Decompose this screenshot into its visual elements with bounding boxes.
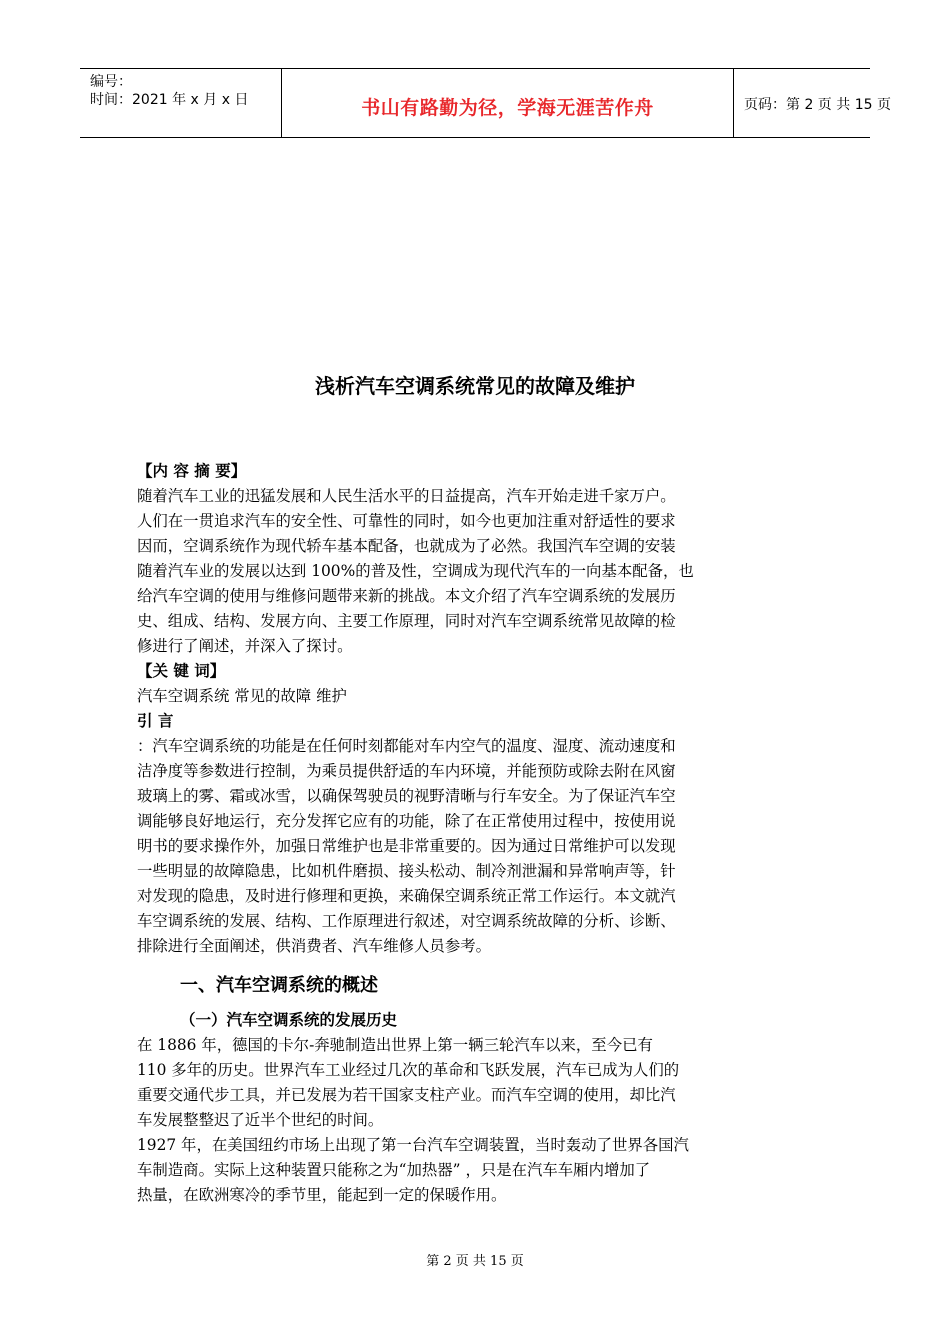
- paragraph-line: 车发展整整迟了近半个世纪的时间。: [137, 1111, 384, 1129]
- paragraph-line: 110 多年的历史。世界汽车工业经过几次的革命和飞跃发展，汽车已成为人们的: [137, 1061, 680, 1079]
- intro-line: 对发现的隐患，及时进行修理和更换，来确保空调系统正常工作运行。本文就汽: [137, 887, 676, 905]
- paragraph-line: 热量，在欧洲寒冷的季节里，能起到一定的保暖作用。: [137, 1186, 507, 1204]
- intro-line: 洁净度等参数进行控制，为乘员提供舒适的车内环境，并能预防或除去附在风窗: [137, 762, 676, 780]
- header-motto-cell: [282, 69, 734, 137]
- paragraph-line: 车制造商。实际上这种装置只能称之为“加热器” ，只是在汽车车厢内增加了: [137, 1161, 651, 1179]
- keywords-heading: 【关 键 词】: [137, 662, 226, 680]
- abstract-line: 修进行了阐述，并深入了探讨。: [137, 637, 353, 655]
- intro-line: 明书的要求操作外，加强日常维护也是非常重要的。因为通过日常维护可以发现: [137, 837, 676, 855]
- page-footer: 第 2 页 共 15 页: [426, 1254, 524, 1269]
- intro-heading: 引 言: [137, 712, 174, 730]
- intro-line: 车空调系统的发展、结构、工作原理进行叙述，对空调系统故障的分析、诊断、: [137, 912, 676, 930]
- paragraph-line: 重要交通代步工具，并已发展为若干国家支柱产业。而汽车空调的使用，却比汽: [137, 1086, 676, 1104]
- intro-line: ：汽车空调系统的功能是在任何时刻都能对车内空气的温度、湿度、流动速度和: [137, 737, 676, 755]
- paragraph-line: 在 1886 年，德国的卡尔-奔驰制造出世界上第一辆三轮汽车以来，至今已有: [137, 1036, 653, 1054]
- abstract-line: 史、组成、结构、发展方向、主要工作原理，同时对汽车空调系统常见故障的检: [137, 612, 676, 630]
- abstract-line: 因而，空调系统作为现代轿车基本配备，也就成为了必然。我国汽车空调的安装: [137, 537, 676, 555]
- paragraph-line: 1927 年，在美国纽约市场上出现了第一台汽车空调装置，当时轰动了世界各国汽: [137, 1136, 689, 1154]
- abstract-line: 人们在一贯追求汽车的安全性、可靠性的同时，如今也更加注重对舒适性的要求: [137, 512, 676, 530]
- document-title: 浅析汽车空调系统常见的故障及维护: [315, 374, 635, 398]
- intro-line: 调能够良好地运行，充分发挥它应有的功能，除了在正常使用过程中，按使用说: [137, 812, 676, 830]
- intro-line: 一些明显的故障隐患，比如机件磨损、接头松动、制冷剂泄漏和异常响声等，针: [137, 862, 676, 880]
- section-heading: 一、汽车空调系统的概述: [180, 975, 378, 996]
- subsection-heading: （一）汽车空调系统的发展历史: [180, 1011, 398, 1029]
- abstract-line: 随着汽车工业的迅猛发展和人民生活水平的日益提高，汽车开始走进千家万户。: [137, 487, 676, 505]
- intro-line: 玻璃上的雾、霜或冰雪，以确保驾驶员的视野清晰与行车安全。为了保证汽车空: [137, 787, 676, 805]
- abstract-line: 随着汽车业的发展以达到 100%的普及性，空调成为现代汽车的一向基本配备，也: [137, 562, 694, 580]
- header-page-cell: [734, 69, 891, 137]
- page-label: 页码：第 2 页 共 15 页: [744, 97, 891, 113]
- number-label: 编号：: [90, 74, 132, 90]
- header-info-cell: [80, 69, 282, 137]
- abstract-line: 给汽车空调的使用与维修问题带来新的挑战。本文介绍了汽车空调系统的发展历: [137, 587, 676, 605]
- abstract-heading: 【内 容 摘 要】: [137, 462, 247, 480]
- date-label: 时间：2021 年 x 月 x 日: [90, 92, 249, 108]
- keywords-text: 汽车空调系统 常见的故障 维护: [137, 687, 347, 705]
- motto: 书山有路勤为径，学海无涯苦作舟: [361, 97, 654, 119]
- page-header: [80, 68, 891, 138]
- intro-line: 排除进行全面阐述，供消费者、汽车维修人员参考。: [137, 937, 491, 955]
